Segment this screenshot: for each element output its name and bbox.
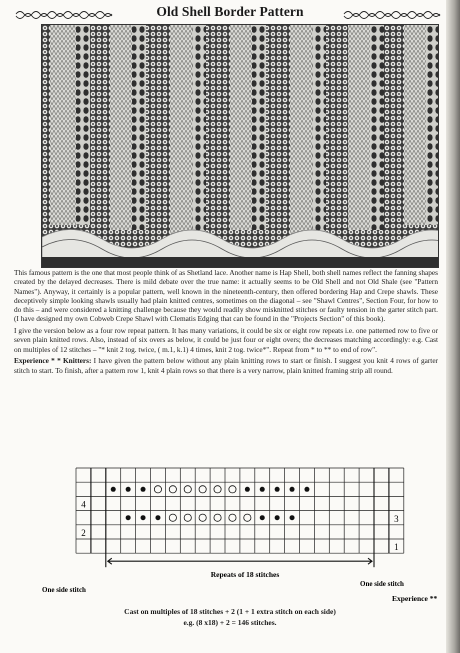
paragraph-version: I give the version below as a four row repeat pattern. It has many variations, it could be six or eight row repeats i.e. one patterned row to five or seven plain knitted rows. Also, instead of six overs as below, it could be just four or eight overs; the decreases matching accordingly: e.g. Cast on multiples of 12 stitches – "* knit 2 tog. twice, ( m.1, k.1) 4 times, knit 2 tog. twice*". Repeat from * to ** to end of row". (14, 326, 438, 354)
decrease-symbol (245, 487, 250, 492)
decrease-symbol (141, 515, 146, 520)
yarn-over-symbol (169, 486, 176, 493)
yarn-over-symbol (184, 514, 191, 521)
row-number-left: 4 (81, 499, 86, 510)
decrease-symbol (141, 487, 146, 492)
side-stitch-right-label: One side stitch (360, 580, 404, 588)
yarn-over-symbol (214, 486, 221, 493)
yarn-over-symbol (199, 486, 206, 493)
decrease-symbol (290, 487, 295, 492)
decrease-symbol (126, 487, 131, 492)
cast-on-example: e.g. (8 x18) + 2 = 146 stitches. (183, 618, 277, 627)
repeat-label: Repeats of 18 stitches (210, 570, 280, 579)
article-body (14, 268, 438, 377)
row-number-right: 3 (394, 513, 399, 524)
repeat-arrow (108, 558, 372, 564)
side-stitch-left-label: One side stitch (42, 586, 86, 594)
yarn-over-symbol (229, 514, 236, 521)
decrease-symbol (275, 515, 280, 520)
experience-marker: Experience ** (392, 594, 438, 603)
decrease-symbol (260, 487, 265, 492)
cast-on-instruction: Cast on multiples of 18 stitches + 2 (1 + 1 extra stitch on each side) (124, 607, 336, 616)
decrease-symbol (304, 487, 309, 492)
paragraph-intro: This famous pattern is the one that most people think of as Shetland lace. Another name is Hap Shell, both shell names reflect the fanning shapes created by the delayed decreases. There is mild debate over the true name: it actually seems to be Old Shell and not Old Shale (see "Pattern Names"). Anyway, it certainly is a popular pattern, well known in the nineteenth-century, then offered bordering Hap and Crepe shawls. These deceptively simple looking shawls usually had plain knitted centres, sometimes on the diagonal – see "Shawl Centres", Section Four, for how to do this – and were considered a knitting challenge because they would readily show misknitted stitches or faulty tension in the garter stitch part. (I have designed my own Cobweb Crepe Shawl with Clematis Edging that can be found in the "Projects Section" of this book). (14, 268, 438, 324)
yarn-over-symbol (199, 514, 206, 521)
yarn-over-symbol (229, 486, 236, 493)
yarn-over-symbol (154, 486, 161, 493)
experience-text: I have given the pattern below without any plain knitting rows to start or finish. I suggest you knit 4 rows of garter stitch to start. To finish, after a pattern row 1, knit 4 plain rows so that there is a very narrow, plain knitted framing strip all round. (14, 356, 438, 375)
yarn-over-symbol (169, 514, 176, 521)
yarn-over-symbol (214, 514, 221, 521)
lace-sample-photo (41, 24, 439, 268)
yarn-over-symbol (244, 514, 251, 521)
page-title: Old Shell Border Pattern (14, 4, 446, 20)
experience-label: Experience * * Knitters: (14, 356, 92, 366)
decrease-symbol (111, 487, 116, 492)
row-number-left: 2 (81, 528, 86, 538)
page-header (14, 3, 446, 25)
decrease-symbol (126, 515, 131, 520)
decrease-symbol (260, 515, 265, 520)
row-number-right: 1 (394, 542, 399, 553)
decrease-symbol (275, 487, 280, 492)
decrease-symbol (290, 515, 295, 520)
yarn-over-symbol (184, 486, 191, 493)
paragraph-experience (14, 356, 438, 375)
decrease-symbol (155, 515, 160, 520)
